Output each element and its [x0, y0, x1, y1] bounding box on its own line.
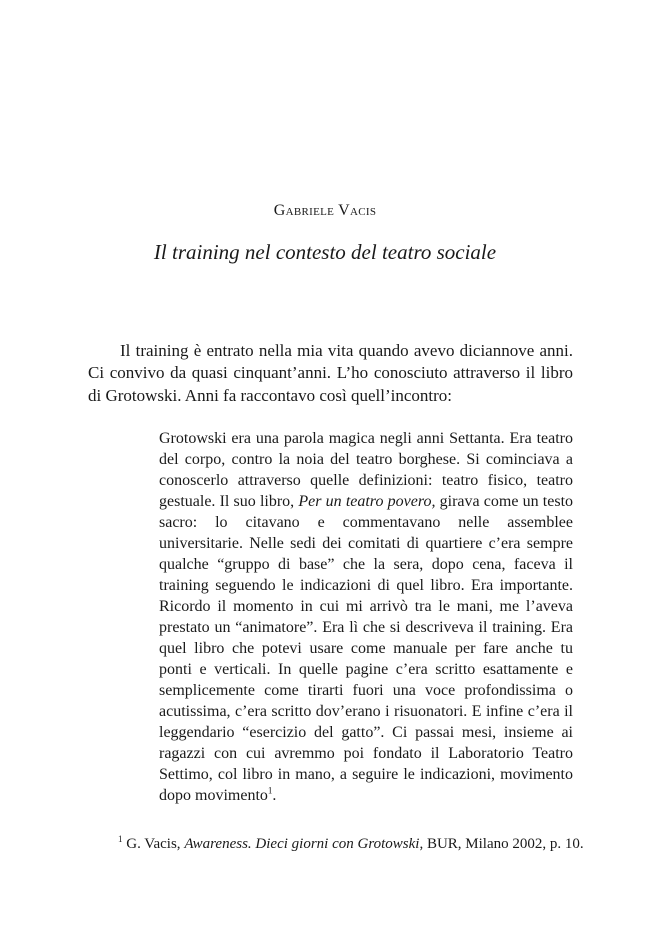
quote-text-start: Grotowski era una parola magica negli anni Settanta. Era teatro del corpo, contro la noia del teatro borghese. Si cominciava a conoscerlo attraverso quelle definizioni: teatro fisico, teatro gestuale. Il suo libro, [159, 430, 573, 510]
footnote-work-title: Awareness. Dieci giorni con Grotowski [184, 836, 420, 852]
block-quote [159, 428, 573, 806]
footnote [118, 834, 584, 854]
quote-text-rest: girava come un testo sacro: lo citavano e commentavano nelle assemblee universitarie. Nelle sedi dei comitati di quartiere c’era sempre qualche “gruppo di base” che la sera, dopo cena, faceva il training seguendo le indicazioni di quel libro. Era importante. Ricordo il momento in cui mi arrivò tra le mani, me l’aveva prestato un “animatore”. Era lì che si descriveva il training. Era quel libro che potevi usare come manuale per fare anche tu ponti e verticali. In quelle pagine c’era scritto esattamente e semplicemente come tirarti fuori una voce profondissima o acutissima, c’era scritto dov’erano i risuonatori. E infine c’era il leggendario “esercizio del gatto”. Ci passai mesi, insieme ai ragazzi con cui avremmo poi fondato il Laboratorio Teatro Settimo, col libro in mano, a seguire le indicazioni, movimento dopo movimento [159, 493, 574, 804]
quote-text-end: . [272, 787, 277, 804]
intro-paragraph: Il training è entrato nella mia vita quando avevo diciannove anni. Ci convivo da quasi cinquant’anni. L’ho conosciuto attraverso il libro di Grotowski. Anni fa raccontavo così quell’incontro: [88, 341, 573, 405]
footnote-author: G. Vacis, [126, 836, 185, 852]
footnote-details: , BUR, Milano 2002, p. 10. [419, 836, 584, 852]
footnote-number: 1 [118, 834, 123, 844]
footnote-reference[interactable]: 1 [267, 785, 273, 796]
author-name: Gabriele Vacis [273, 202, 377, 219]
book-title: Per un teatro povero, [298, 493, 436, 510]
chapter-title: Il training nel contesto del teatro sociale [153, 240, 497, 264]
